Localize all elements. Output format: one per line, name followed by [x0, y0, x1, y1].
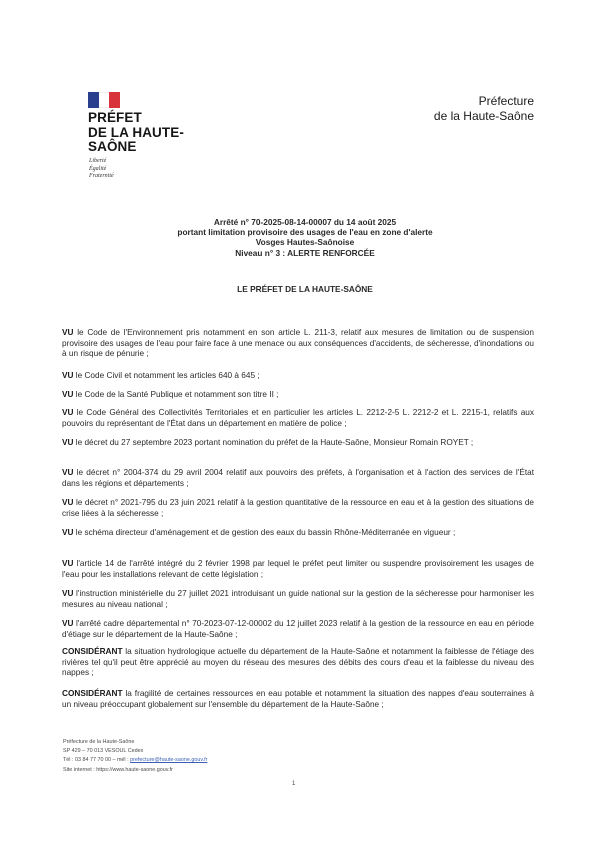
paragraph-considerant-ressources: CONSIDÉRANT la fragilité de certaines ressources en eau potable et notamment la situation des nappes d'eau souterraines à un niveau préoccupant globalement sur l'ensemble du département de la Haute-Saône ; — [62, 689, 534, 709]
decree-title-line-3: Vosges Hautes-Saônoise — [255, 237, 355, 248]
french-flag-icon — [88, 92, 120, 108]
paragraph-vu-decret-2021: VU le décret n° 2021-795 du 23 juin 2021 relatif à la gestion quantitative de la ressource en eau et à la gestion des situations de crise liées à la sécheresse ; — [62, 498, 534, 518]
decree-title-line-2: portant limitation provisoire des usages de l'eau en zone d'alerte — [177, 227, 433, 238]
paragraph-vu-code-environnement: VU le Code de l'Environnement pris notamment en son article L. 211-3, relatif aux mesures de limitation ou de suspension provisoire des usages de l'eau pour faire face à une menace ou aux conséquences d'accidents, de sécheresse, d'inondations ou à un risque de pénurie ; — [62, 328, 534, 358]
paragraph-vu-code-sante: VU le Code de la Santé Publique et notamment son titre II ; — [62, 390, 279, 399]
decree-title-line-4: Niveau n° 3 : ALERTE RENFORCÉE — [235, 247, 375, 258]
paragraph-vu-arrete-1998: VU l'article 14 de l'arrêté intégré du 2 février 1998 par lequel le préfet peut limiter ou suspendre provisoirement les usages de l'eau pour les installations relevant de cette législation ; — [62, 559, 534, 579]
paragraph-vu-code-civil: VU le Code Civil et notamment les articles 640 à 645 ; — [62, 371, 260, 380]
prefet-heading: LE PRÉFET DE LA HAUTE-SAÔNE — [237, 284, 373, 294]
paragraph-considerant-hydrologie: CONSIDÉRANT la situation hydrologique actuelle du département de la Haute-Saône et notamment la faiblesse de l'étiage des rivières tel qu'il peut être apprécié au moyen du réseau des mesures des débits des cours d'eau et la faiblesse du niveau des nappes ; — [62, 647, 534, 677]
prefecture-line-2: de la Haute-Saône — [433, 109, 534, 123]
paragraph-vu-decret-2004: VU le décret n° 2004-374 du 29 avril 2004 relatif aux pouvoirs des préfets, à l'organisation et à l'action des services de l'État dans les régions et départements ; — [62, 468, 534, 488]
paragraph-vu-sdage: VU le schéma directeur d'aménagement et de gestion des eaux du bassin Rhône-Méditerranée en vigueur ; — [62, 528, 456, 537]
footer-email-link[interactable]: prefecture@haute-saone.gouv.fr — [130, 757, 208, 764]
footer-line-3: Tél : 03 84 77 70 00 – mél : prefecture@haute-saone.gouv.fr — [63, 757, 208, 764]
paragraph-vu-instruction-2021: VU l'instruction ministérielle du 27 juillet 2021 introduisant un guide national sur la gestion de la sécheresse pour harmoniser les mesures au niveau national ; — [62, 589, 534, 609]
decree-title-line-1: Arrêté n° 70-2025-08-14-00007 du 14 août 2025 — [213, 217, 397, 227]
prefet-logo-text: PRÉFET DE LA HAUTE- SAÔNE — [88, 110, 184, 154]
footer-address — [63, 738, 207, 775]
paragraph-vu-decret-nomination: VU le décret du 27 septembre 2023 portant nomination du préfet de la Haute-Saône, Monsieur Romain ROYET ; — [62, 438, 474, 447]
prefecture-header — [434, 94, 534, 124]
footer-line-4[interactable]: Site internet : https://www.haute-saone.gouv.fr — [63, 766, 173, 773]
decree-title — [90, 217, 520, 258]
footer-line-1: Préfecture de la Haute-Saône — [63, 739, 135, 745]
prefecture-line-1: Préfecture — [478, 94, 534, 108]
republic-motto: Liberté Égalité Fraternité — [89, 158, 114, 179]
page-number: 1 — [292, 781, 296, 787]
paragraph-vu-arrete-cadre: VU l'arrêté cadre départemental n° 70-2023-07-12-00002 du 12 juillet 2023 relatif à la gestion de la ressource en eau en période d'étiage sur le département de la Haute-Saône ; — [62, 619, 534, 639]
footer-line-2: SP 429 – 70 013 VESOUL Cedex — [63, 748, 144, 755]
paragraph-vu-cgct: VU le Code Général des Collectivités Territoriales et en particulier les articles L. 2212-2-5 L. 2212-2 et L. 2215-1, relatifs aux pouvoirs du représentant de l'État dans un département en matière de police ; — [62, 408, 534, 428]
